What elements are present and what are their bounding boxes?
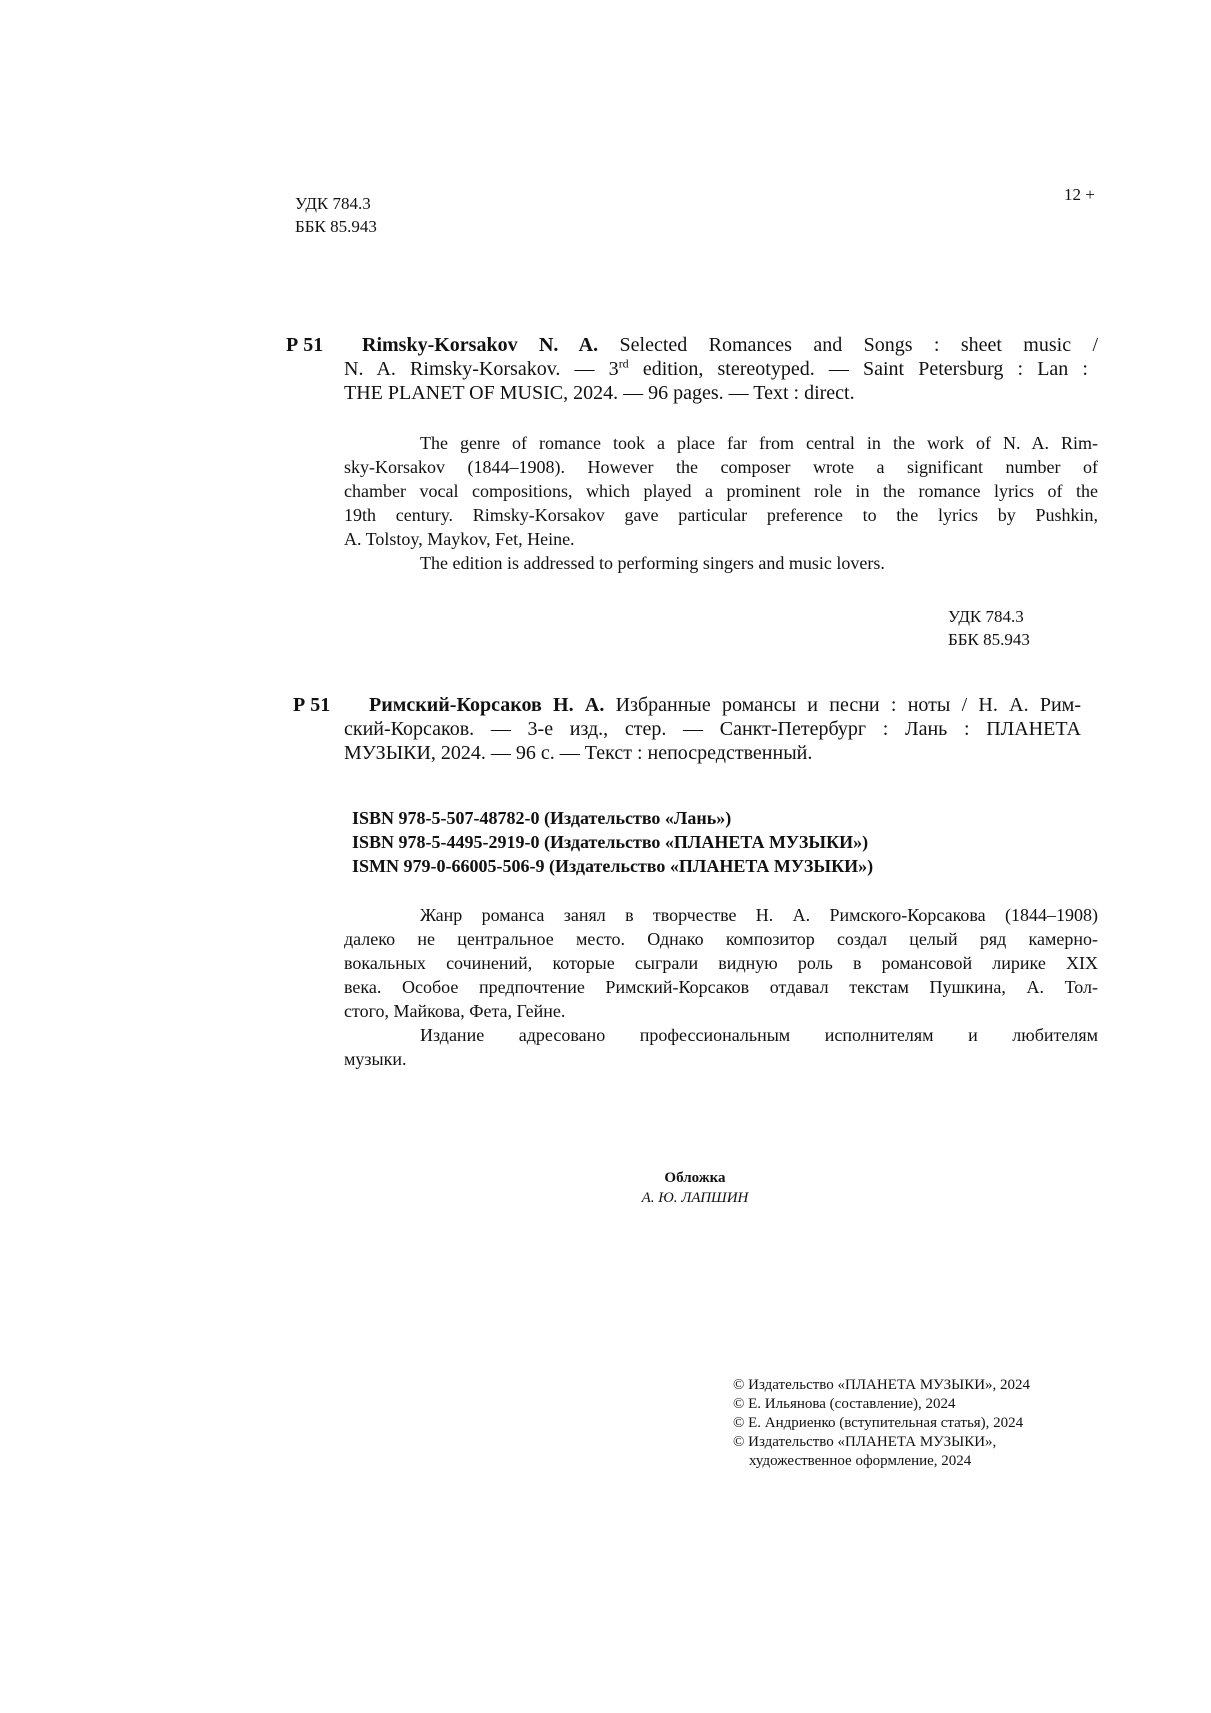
en-entry xyxy=(362,333,1098,357)
en-abstract-line: A. Tolstoy, Maykov, Fet, Heine. xyxy=(344,529,575,549)
isbn-line: ISBN 978-5-4495-2919-0 (Издательство «ПЛАНЕТА МУЗЫКИ») xyxy=(352,832,869,852)
cover-artist: А. Ю. ЛАПШИН xyxy=(641,1190,749,1206)
ru-entry-title: Избранные романсы и песни : ноты / Н. А. Рим- xyxy=(615,694,1081,716)
en-entry-title: Selected Romances and Songs : sheet music / xyxy=(619,334,1099,356)
ru-entry-author: Римский-Корсаков Н. А. xyxy=(369,694,605,716)
udk-code: УДК 784.3 xyxy=(948,607,1024,626)
ru-abstract-line: стого, Майкова, Фета, Гейне. xyxy=(344,1001,566,1021)
mid-codes xyxy=(948,605,1030,651)
ru-abstract-line: вокальных сочинений, которые сыграли видную роль в романсовой лирике XIX xyxy=(344,953,1098,973)
copyright-line: © Издательство «ПЛАНЕТА МУЗЫКИ», xyxy=(733,1434,997,1450)
age-rating: 12 + xyxy=(1064,185,1095,204)
en-abstract-audience: The edition is addressed to performing singers and music lovers. xyxy=(420,553,885,573)
bbk-code: ББК 85.943 xyxy=(948,630,1030,649)
ru-abstract-line: века. Особое предпочтение Римский-Корсаков отдавал текстам Пушкина, А. Тол- xyxy=(344,977,1098,997)
ru-abstract xyxy=(344,903,1098,1071)
en-entry-author: Rimsky-Korsakov N. A. xyxy=(362,334,599,356)
ru-entry-line-2: ский-Корсаков. — 3-е изд., стер. — Санкт-Петербург : Лань : ПЛАНЕТА xyxy=(344,718,1081,740)
copyright-line: © Издательство «ПЛАНЕТА МУЗЫКИ», 2024 xyxy=(733,1377,1031,1393)
cover-credit xyxy=(565,1168,825,1208)
copyright-block xyxy=(733,1376,1030,1471)
copyright-line: © Е. Ильянова (составление), 2024 xyxy=(733,1396,956,1412)
en-abstract-line: sky-Korsakov (1844–1908). However the composer wrote a significant number of xyxy=(344,457,1098,477)
bbk-code: ББК 85.943 xyxy=(295,217,377,236)
en-abstract-line: 19th century. Rimsky-Korsakov gave particular preference to the lyrics by Pushkin, xyxy=(344,505,1098,525)
en-entry-code: Р 51 xyxy=(286,334,324,356)
ru-entry-cont xyxy=(344,717,1081,765)
copyright-line: художественное оформление, 2024 xyxy=(749,1453,972,1469)
ru-entry-code: Р 51 xyxy=(293,694,331,716)
ru-abstract-line: далеко не центральное место. Однако композитор создал целый ряд камерно- xyxy=(344,929,1098,949)
en-abstract-line: chamber vocal compositions, which played a prominent role in the romance lyrics of the xyxy=(344,481,1098,501)
isbn-block xyxy=(352,806,873,878)
ru-abstract-line: музыки. xyxy=(344,1049,407,1069)
en-entry-line-2: N. A. Rimsky-Korsakov. — 3rd edition, stereotyped. — Saint Petersburg : Lan : xyxy=(344,356,1088,380)
isbn-line: ISBN 978-5-507-48782-0 (Издательство «Лань») xyxy=(352,808,732,828)
ru-abstract-line: Жанр романса занял в творчестве Н. А. Римского-Корсакова (1844–1908) xyxy=(420,905,1098,925)
isbn-line: ISMN 979-0-66005-506-9 (Издательство «ПЛАНЕТА МУЗЫКИ») xyxy=(352,856,874,876)
ru-entry xyxy=(369,693,1081,717)
en-entry-line-3: THE PLANET OF MUSIC, 2024. — 96 pages. — Text : direct. xyxy=(344,382,855,404)
top-codes xyxy=(295,192,377,238)
en-entry-cont xyxy=(344,357,1088,405)
en-abstract-line: The genre of romance took a place far from central in the work of N. A. Rim- xyxy=(420,433,1098,453)
udk-code: УДК 784.3 xyxy=(295,194,371,213)
ru-entry-line-1 xyxy=(369,693,1081,717)
ru-abstract-audience: Издание адресовано профессиональным исполнителям и любителям xyxy=(420,1025,1098,1045)
en-abstract xyxy=(344,431,1098,575)
en-entry-line-1 xyxy=(362,333,1098,357)
copyright-line: © Е. Андриенко (вступительная статья), 2024 xyxy=(733,1415,1024,1431)
ru-entry-line-3: МУЗЫКИ, 2024. — 96 с. — Текст : непосредственный. xyxy=(344,742,813,764)
cover-label: Обложка xyxy=(664,1170,726,1186)
